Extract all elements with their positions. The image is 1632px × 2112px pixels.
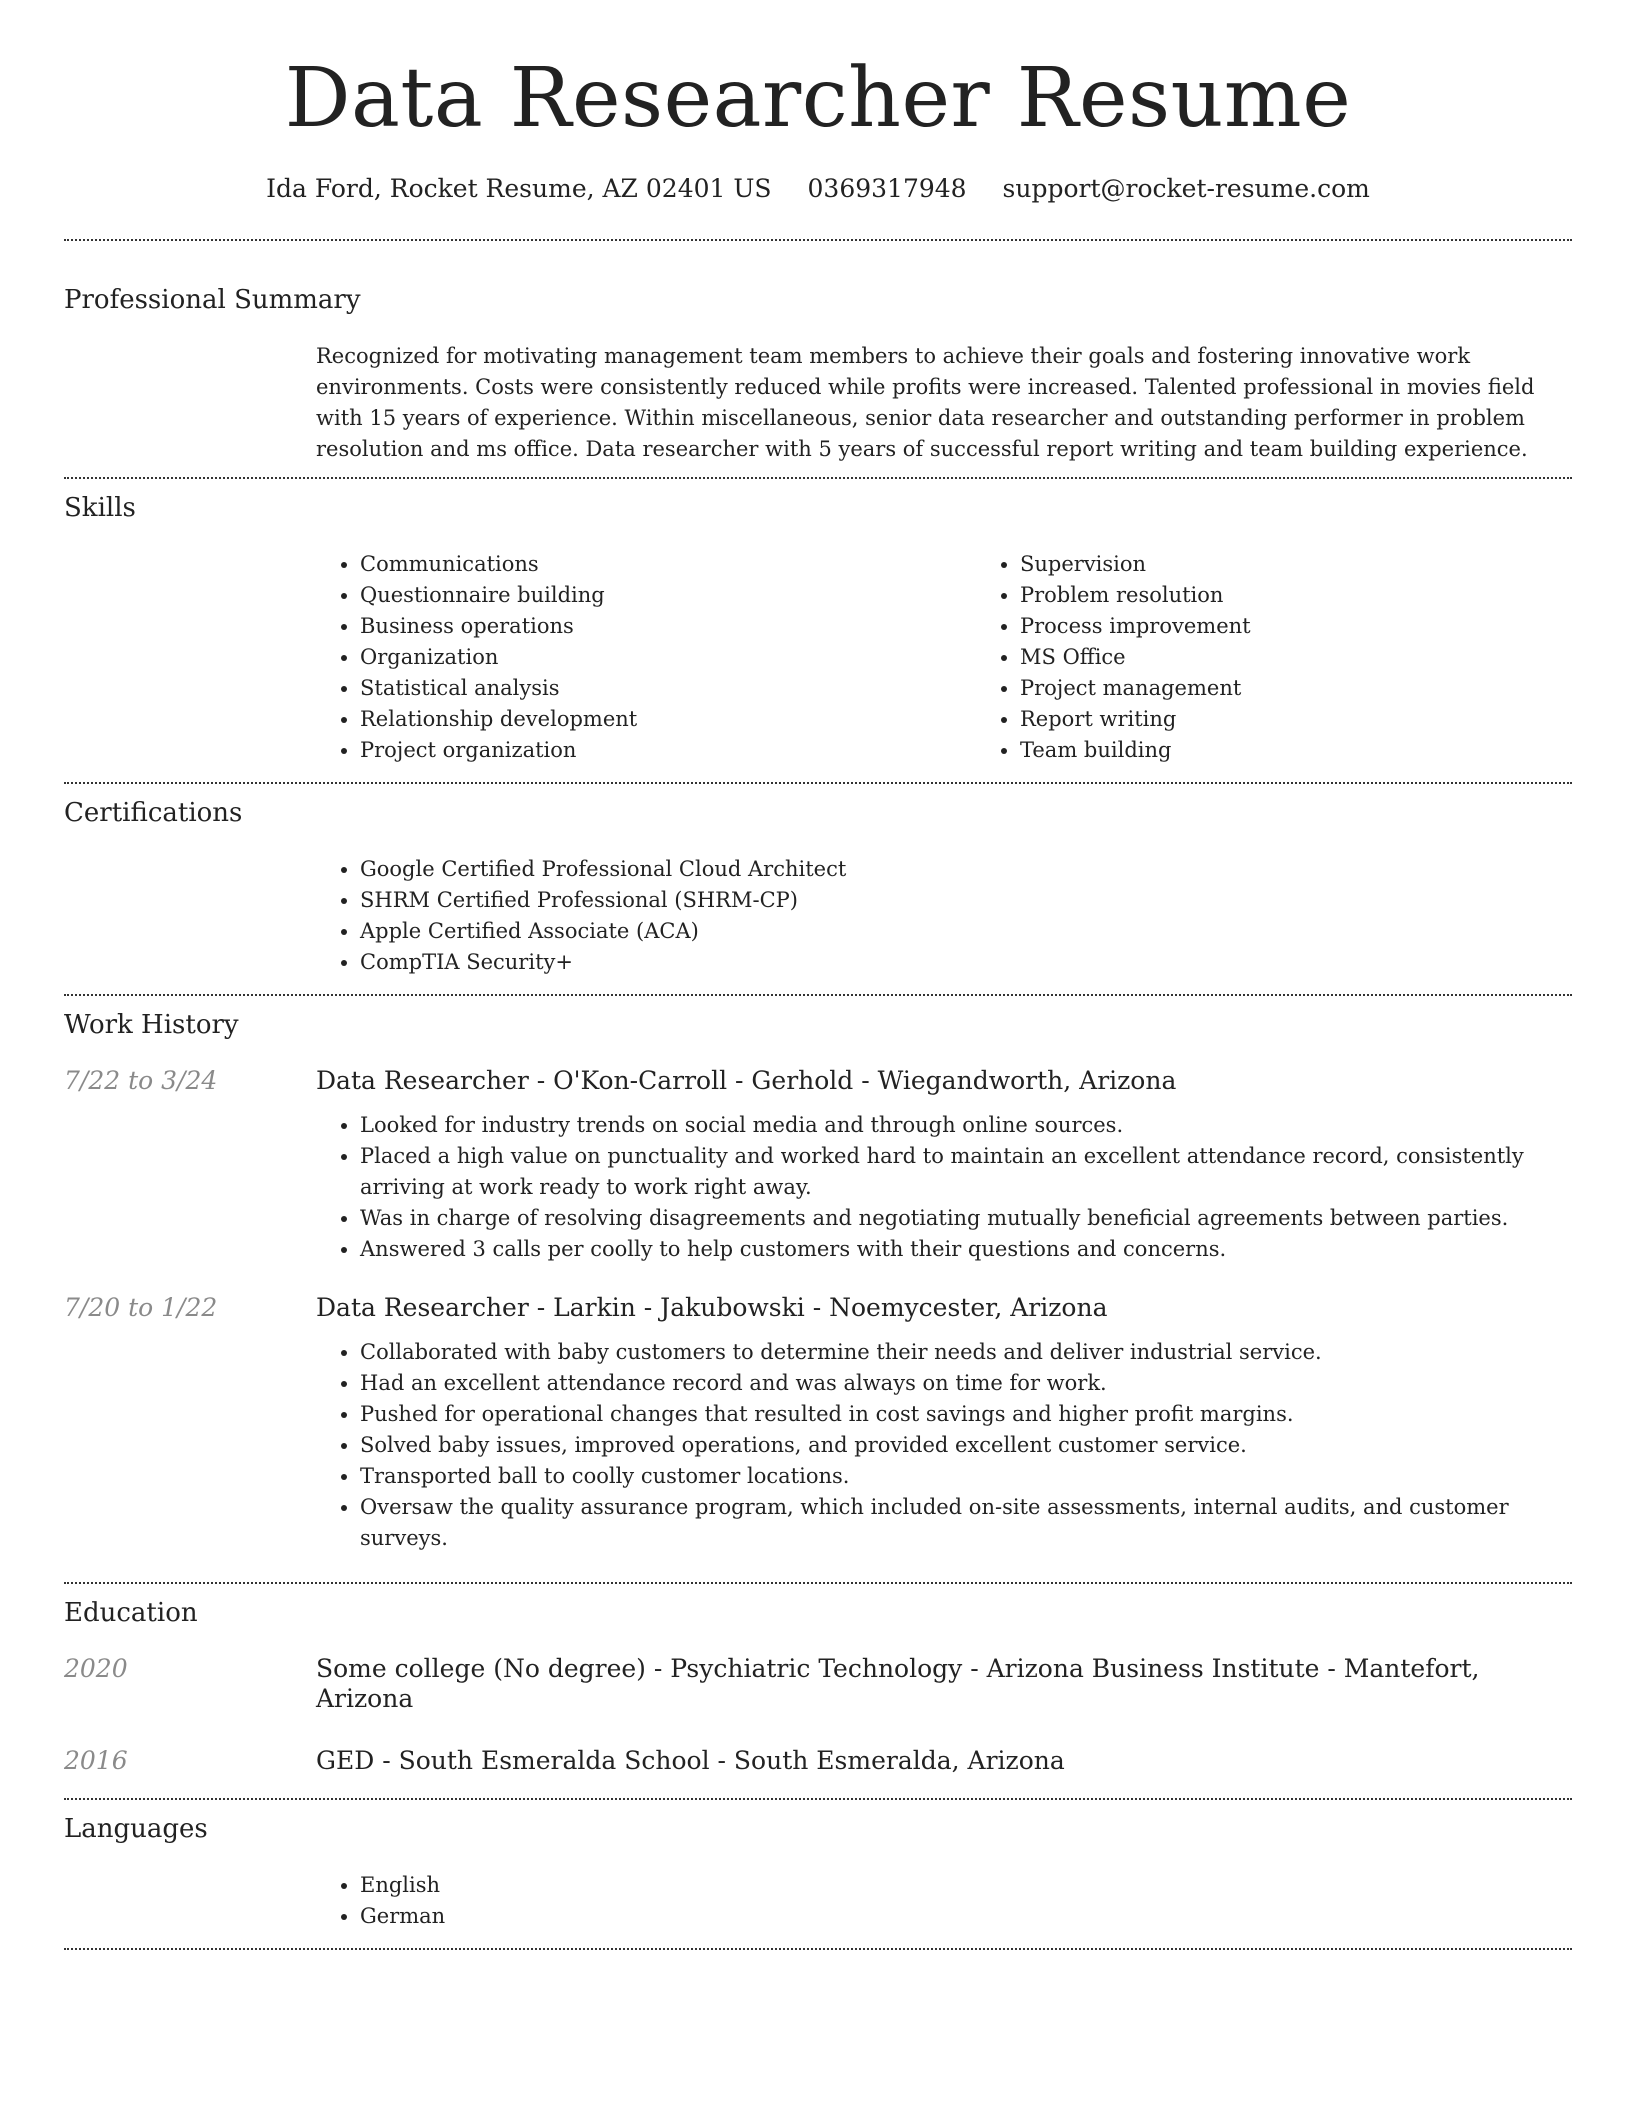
skills-list-right <box>976 549 1632 766</box>
contact-address: Ida Ford, Rocket Resume, AZ 02401 US <box>266 174 772 203</box>
skill-item: • Questionnaire building <box>360 580 976 611</box>
job-bullet: • Was in charge of resolving disagreements and negotiating mutually beneficial agreements between parties. <box>360 1203 1572 1234</box>
certification-item: • Apple Certified Associate (ACA) <box>360 916 1572 947</box>
job-title: Data Researcher - Larkin - Jakubowski - Noemycester, Arizona <box>316 1293 1108 1322</box>
summary-text: Recognized for motivating management team members to achieve their goals and fostering innovative work environments. Costs were consistently reduced while profits were increased. Talented professional in movies field with 15 years of experience. Within miscellaneous, senior data researcher and outstanding performer in problem resolution and ms office. Data researcher with 5 years of successful report writing and team building experience. <box>316 344 1535 461</box>
education-year: 2016 <box>64 1746 128 1775</box>
summary-row <box>64 341 1572 477</box>
job-dates: 7/20 to 1/22 <box>64 1293 218 1322</box>
certification-item: • Google Certified Professional Cloud Architect <box>360 854 1572 885</box>
job-bullet: • Answered 3 calls per coolly to help customers with their questions and concerns. <box>360 1234 1572 1265</box>
section-heading-certifications: Certifications <box>64 798 243 828</box>
certification-item: • CompTIA Security+ <box>360 947 1572 978</box>
skill-item: • MS Office <box>1020 642 1632 673</box>
skill-item: • Organization <box>360 642 976 673</box>
languages-row <box>64 1870 1572 1932</box>
summary-body <box>316 341 1572 477</box>
languages-left-column <box>64 1870 316 1932</box>
certifications-section <box>64 784 1572 994</box>
page-title: Data Researcher Resume <box>284 51 1352 146</box>
languages-body <box>316 1870 1572 1932</box>
skill-item: • Business operations <box>360 611 976 642</box>
education-detail: GED - South Esmeralda School - South Esmeralda, Arizona <box>316 1746 1065 1775</box>
job-details <box>316 1293 1572 1554</box>
skill-item: • Team building <box>1020 735 1632 766</box>
job-bullet: • Had an excellent attendance record and was always on time for work. <box>360 1368 1572 1399</box>
summary-left-column <box>64 341 316 477</box>
skill-item: • Project organization <box>360 735 976 766</box>
skill-item: • Statistical analysis <box>360 673 976 704</box>
job-entry <box>64 1066 1572 1265</box>
job-bullet: • Placed a high value on punctuality and worked hard to maintain an excellent attendance record, consistently arriving at work ready to work right away. <box>360 1141 1572 1203</box>
job-bullet: • Transported ball to coolly customer locations. <box>360 1461 1572 1492</box>
section-heading-skills: Skills <box>64 493 136 523</box>
skills-list-left <box>316 549 976 766</box>
certifications-left-column <box>64 854 316 978</box>
job-bullets <box>316 1110 1572 1265</box>
job-bullet: • Collaborated with baby customers to determine their needs and deliver industrial service. <box>360 1337 1572 1368</box>
resume-page <box>64 0 1572 1950</box>
job-title: Data Researcher - O'Kon-Carroll - Gerhold - Wiegandworth, Arizona <box>316 1066 1177 1095</box>
section-heading-work: Work History <box>64 1010 239 1040</box>
section-heading-education: Education <box>64 1598 198 1628</box>
languages-section <box>64 1800 1572 1948</box>
contact-line <box>64 174 1572 203</box>
jobs-container <box>64 1066 1572 1554</box>
certifications-list <box>316 854 1572 978</box>
language-item: • German <box>360 1901 1572 1932</box>
skill-item: • Relationship development <box>360 704 976 735</box>
skills-left-column <box>64 549 316 766</box>
contact-email: support@rocket-resume.com <box>1002 174 1370 203</box>
section-heading-summary: Professional Summary <box>64 285 361 315</box>
skills-columns <box>316 549 1632 766</box>
job-bullet: • Pushed for operational changes that resulted in cost savings and higher profit margins. <box>360 1399 1572 1430</box>
education-container <box>64 1654 1572 1776</box>
education-entry <box>64 1746 1572 1776</box>
certification-item: • SHRM Certified Professional (SHRM-CP) <box>360 885 1572 916</box>
divider <box>64 1948 1572 1950</box>
skill-item: • Report writing <box>1020 704 1632 735</box>
certifications-body <box>316 854 1572 978</box>
job-entry <box>64 1293 1572 1554</box>
work-history-section <box>64 996 1572 1554</box>
skill-item: • Communications <box>360 549 976 580</box>
education-entry <box>64 1654 1572 1714</box>
languages-list <box>316 1870 1572 1932</box>
job-bullet: • Solved baby issues, improved operations, and provided excellent customer service. <box>360 1430 1572 1461</box>
education-section <box>64 1584 1572 1776</box>
skill-item: • Supervision <box>1020 549 1632 580</box>
language-item: • English <box>360 1870 1572 1901</box>
skill-item: • Process improvement <box>1020 611 1632 642</box>
job-details <box>316 1066 1572 1265</box>
skills-section <box>64 479 1572 782</box>
job-bullets <box>316 1337 1572 1554</box>
education-detail: Some college (No degree) - Psychiatric Technology - Arizona Business Institute - Mantefort, Arizona <box>316 1654 1480 1713</box>
skill-item: • Project management <box>1020 673 1632 704</box>
education-year: 2020 <box>64 1654 128 1683</box>
summary-section <box>64 241 1572 477</box>
job-bullet: • Looked for industry trends on social media and through online sources. <box>360 1110 1572 1141</box>
skills-row <box>64 549 1572 766</box>
job-dates: 7/22 to 3/24 <box>64 1066 218 1095</box>
certifications-row <box>64 854 1572 978</box>
section-heading-languages: Languages <box>64 1814 208 1844</box>
contact-phone: 0369317948 <box>807 174 967 203</box>
job-bullet: • Oversaw the quality assurance program, which included on-site assessments, internal audits, and customer surveys. <box>360 1492 1572 1554</box>
skill-item: • Problem resolution <box>1020 580 1632 611</box>
